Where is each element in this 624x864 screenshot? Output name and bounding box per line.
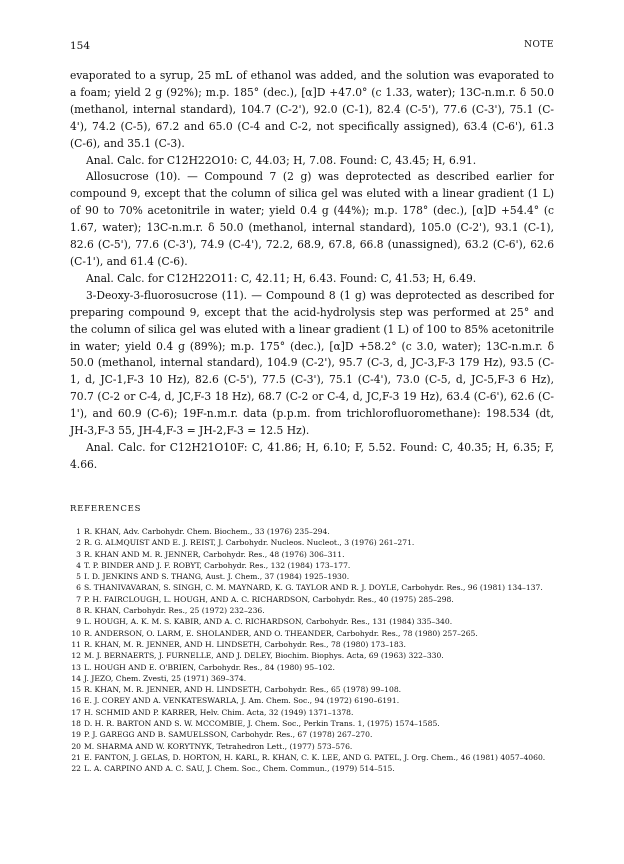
reference-item	[70, 695, 554, 706]
reference-item	[70, 594, 554, 605]
reference-text: E. J. COREY AND A. VENKATESWARLA, J. Am. Chem. Soc., 94 (1972) 6190–6191.	[84, 696, 400, 706]
reference-item	[70, 763, 554, 774]
reference-text: S. THANIVAVARAN, S. SINGH, C. M. MAYNARD, K. G. TAYLOR AND R. J. DOYLE, Carbohydr. Res., 96 (1981) 134–137.	[84, 583, 543, 593]
analysis-paragraph: Anal. Calc. for C12H22O10: C, 44.03; H, 7.08. Found: C, 43.45; H, 6.91.	[86, 153, 477, 167]
reference-item	[70, 741, 554, 752]
reference-number: 4	[76, 560, 81, 570]
reference-text: L. HOUGH AND E. O'BRIEN, Carbohydr. Res., 84 (1980) 95–102.	[84, 662, 335, 672]
reference-item	[70, 639, 554, 650]
reference-item	[70, 684, 554, 695]
reference-item	[70, 605, 554, 616]
reference-number: 1	[76, 527, 81, 536]
reference-text: R. KHAN, Adv. Carbohydr. Chem. Biochem., 33 (1976) 235–294.	[84, 527, 330, 536]
reference-number: 15	[71, 685, 81, 695]
paragraph: 3-Deoxy-3-fluorosucrose (11). — Compound 8 (1 g) was deprotected as described for preparing compound 9, except that the acid-hydrolysis step was performed at 25° and the column of silica gel was eluted with a linear gradient (1 L) of 100 to 85% acetonitrile in water; yield 0.4 g (89%); m.p. 175° (dec.), [α]D +58.2° (c 3.0, water); 13C-n.m.r. δ 50.0 (methanol, internal standard), 104.9 (C-2'), 95.7 (C-3, d, JC-3,F-3 179 Hz), 93.5 (C-1, d, JC-1,F-3 10 Hz), 82.6 (C-5'), 77.5 (C-3'), 75.1 (C-4'), 73.0 (C-5, d, JC-5,F-3 6 Hz), 70.7 (C-2 or C-4, d, JC,F-3 18 Hz), 68.7 (C-2 or C-4, d, JC,F-3 19 Hz), 63.4 (C-6'), 62.6 (C-1'), and 60.9 (C-6); 19F-n.m.r. data (p.p.m. from trichlorofluoromethane): 198.534 (dt, JH-3,F-3 55, JH-4,F-3 = JH-2,F-3 = 12.5 Hz).	[70, 288, 554, 438]
reference-number: 18	[71, 719, 81, 729]
article-body	[70, 68, 554, 474]
reference-number: 16	[71, 696, 81, 706]
reference-text: E. FANTON, J. GELAS, D. HORTON, H. KARL, R. KHAN, C. K. LEE, AND G. PATEL, J. Org. Chem., 46 (1981) 4057–4060.	[84, 752, 546, 762]
reference-item	[70, 752, 554, 763]
running-head: NOTE	[524, 40, 554, 50]
reference-item	[70, 707, 554, 718]
reference-text: R. ANDERSON, O. LARM, E. SHOLANDER, AND O. THEANDER, Carbohydr. Res., 78 (1980) 257–265.	[84, 628, 478, 638]
reference-text: R. KHAN, M. R. JENNER, AND H. LINDSETH, Carbohydr. Res., 78 (1980) 173–183.	[84, 639, 406, 649]
reference-number: 3	[76, 549, 81, 559]
page-number: 154	[70, 40, 91, 52]
analysis-paragraph: Anal. Calc. for C12H22O11: C, 42.11; H, 6.43. Found: C, 41.53; H, 6.49.	[86, 271, 477, 285]
reference-text: R. KHAN, Carbohydr. Res., 25 (1972) 232–236.	[84, 606, 265, 616]
reference-item	[70, 673, 554, 684]
reference-number: 10	[71, 628, 81, 638]
reference-text: R. KHAN AND M. R. JENNER, Carbohydr. Res., 48 (1976) 306–311.	[84, 549, 345, 559]
paragraph: Allosucrose (10). — Compound 7 (2 g) was deprotected as described earlier for compound 9, except that the column of silica gel was eluted with a linear gradient (1 L) of 90 to 70% acetonitrile in water; yield 0.4 g (44%); m.p. 178° (dec.), [α]D +54.4° (c 1.67, water); 13C-n.m.r. δ 50.0 (methanol, internal standard), 105.0 (C-2'), 93.1 (C-1), 82.6 (C-5'), 77.6 (C-3'), 74.9 (C-4'), 72.2, 68.9, 67.8, 66.8 (unassigned), 63.2 (C-6'), 62.6 (C-1'), and 61.4 (C-6).	[70, 170, 554, 268]
reference-text: R. G. ALMQUIST AND E. J. REIST, J. Carbohydr. Nucleos. Nucleot., 3 (1976) 261–271.	[84, 538, 415, 548]
reference-item	[70, 549, 554, 560]
reference-number: 6	[76, 583, 81, 593]
reference-text: D. H. R. BARTON AND S. W. MCCOMBIE, J. Chem. Soc., Perkin Trans. 1, (1975) 1574–1585.	[84, 719, 440, 729]
reference-text: M. SHARMA AND W. KORYTNYK, Tetrahedron Lett., (1977) 573–576.	[84, 741, 353, 751]
reference-text: H. SCHMID AND P. KARRER, Helv. Chim. Acta, 32 (1949) 1371–1378.	[84, 707, 354, 717]
reference-item	[70, 718, 554, 729]
reference-number: 8	[76, 606, 81, 616]
reference-text: R. KHAN, M. R. JENNER, AND H. LINDSETH, Carbohydr. Res., 65 (1978) 99–108.	[84, 685, 402, 695]
references-heading: REFERENCES	[70, 504, 142, 514]
reference-text: M. J. BERNAERTS, J. FURNELLE, AND J. DELEY, Biochim. Biophys. Acta, 69 (1963) 322–330.	[84, 651, 444, 661]
reference-item	[70, 526, 554, 537]
references-list	[70, 526, 554, 775]
reference-number: 21	[71, 752, 81, 762]
reference-item	[70, 571, 554, 582]
reference-item	[70, 560, 554, 571]
analysis-paragraph: Anal. Calc. for C12H21O10F: C, 41.86; H, 6.10; F, 5.52. Found: C, 40.35; H, 6.35; F, 4.66.	[70, 440, 554, 471]
reference-number: 2	[76, 538, 81, 548]
reference-item	[70, 628, 554, 639]
reference-item	[70, 537, 554, 548]
reference-number: 7	[76, 594, 81, 604]
reference-text: T. P. BINDER AND J. F. ROBYT, Carbohydr. Res., 132 (1984) 173–177.	[84, 560, 351, 570]
reference-text: L. A. CARPINO AND A. C. SAU, J. Chem. Soc., Chem. Commun., (1979) 514–515.	[84, 764, 395, 774]
reference-text: P. H. FAIRCLOUGH, L. HOUGH, AND A. C. RICHARDSON, Carbohydr. Res., 40 (1975) 285–298.	[84, 594, 454, 604]
reference-number: 12	[71, 651, 81, 661]
reference-number: 13	[71, 662, 81, 672]
reference-number: 5	[76, 572, 81, 582]
reference-text: L. HOUGH, A. K. M. S. KABIR, AND A. C. RICHARDSON, Carbohydr. Res., 131 (1984) 335–340.	[84, 617, 453, 627]
reference-number: 11	[71, 639, 81, 649]
reference-text: I. D. JENKINS AND S. THANG, Aust. J. Chem., 37 (1984) 1925–1930.	[84, 572, 350, 582]
reference-text: P. J. GAREGG AND B. SAMUELSSON, Carbohydr. Res., 67 (1978) 267–270.	[84, 730, 373, 740]
reference-item	[70, 616, 554, 627]
reference-item	[70, 582, 554, 593]
reference-number: 14	[71, 673, 81, 683]
reference-number: 17	[71, 707, 81, 717]
reference-number: 19	[71, 730, 81, 740]
reference-text: J. JEZO, Chem. Zvesti, 25 (1971) 369–374.	[84, 673, 247, 683]
reference-item	[70, 650, 554, 661]
reference-number: 22	[71, 764, 81, 774]
reference-item	[70, 662, 554, 673]
paragraph: evaporated to a syrup, 25 mL of ethanol was added, and the solution was evaporated to a foam; yield 2 g (92%); m.p. 185° (dec.), [α]D +47.0° (c 1.33, water); 13C-n.m.r. δ 50.0 (methanol, internal standard), 104.7 (C-2'), 92.0 (C-1), 82.4 (C-5'), 77.6 (C-3'), 75.1 (C-4'), 74.2 (C-5), 67.2 and 65.0 (C-4 and C-2, not specifically assigned), 63.4 (C-6'), 61.3 (C-6), and 35.1 (C-3).	[70, 69, 554, 150]
reference-number: 9	[76, 617, 81, 627]
reference-number: 20	[71, 741, 81, 751]
page-header	[70, 40, 554, 56]
reference-item	[70, 729, 554, 740]
